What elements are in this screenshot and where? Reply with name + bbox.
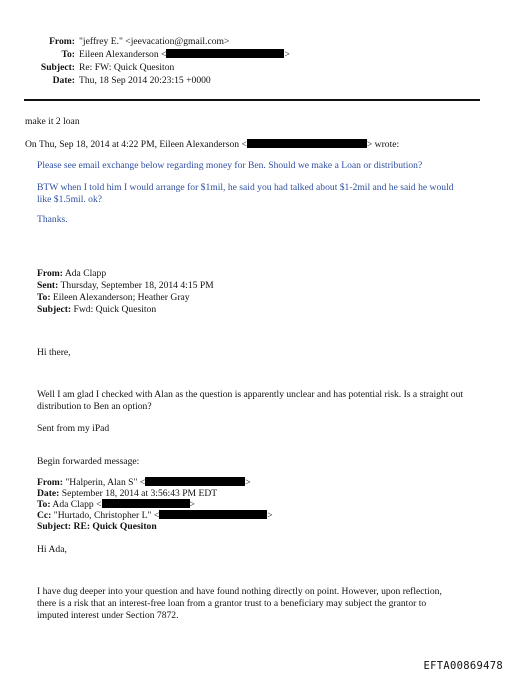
quoted-line-2b: like $1.5mil. ok? [37, 194, 103, 205]
forward2-date-label: Date: [37, 488, 60, 499]
forward2-to-value: Ada Clapp < [52, 499, 102, 510]
email-header-subject [0, 61, 174, 74]
forward2-subject [37, 521, 157, 533]
from-value: "jeffrey E." <jeevacation@gmail.com> [79, 36, 230, 47]
redaction-block [166, 49, 284, 58]
forward1-body-a: Well I am glad I checked with Alan as the question is apparently unclear and has potential risk. Is a straight out [37, 389, 464, 400]
to-value: Eileen Alexanderson < [79, 49, 167, 60]
forward1-sent [37, 280, 214, 292]
forward2-body-a: I have dug deeper into your question and have found nothing directly on point. However, upon reflection, [37, 586, 442, 597]
forward2-from-close: > [245, 477, 251, 488]
forward1-signature: Sent from my iPad [37, 423, 110, 434]
quoted-line-2a: BTW when I told him I would arrange for $1mil, he said you had talked about $1-2mil and he said he would [37, 182, 454, 193]
forward2-greeting: Hi Ada, [37, 544, 67, 555]
forward2-date-value: September 18, 2014 at 3:56:43 PM EDT [61, 488, 218, 499]
forward2-date [37, 488, 217, 500]
forward1-to [37, 292, 190, 304]
forward1-to-label: To: [37, 292, 51, 303]
forward1-from-value: Ada Clapp [64, 268, 107, 279]
forward1-begin-forwarded: Begin forwarded message: [37, 456, 140, 467]
forward1-sent-value: Thursday, September 18, 2014 4:15 PM [60, 280, 214, 291]
forward2-cc-label: Cc: [37, 510, 52, 521]
email-header-from [0, 35, 229, 48]
redaction-block [159, 510, 267, 519]
forward2-cc-close: > [267, 510, 273, 521]
forward2-subject-label: Subject: [37, 521, 72, 532]
redaction-block [145, 477, 245, 486]
forward2-body-b: there is a risk that an interest-free loan from a grantor trust to a beneficiary may subject the grantor to [37, 598, 427, 609]
forward2-to-close: > [189, 499, 195, 510]
forward1-to-value: Eileen Alexanderson; Heather Gray [52, 292, 190, 303]
email-header-to [0, 48, 290, 61]
subject-label: Subject: [40, 62, 75, 73]
forward2-subject-value: RE: Quick Quesiton [73, 521, 157, 532]
redaction-block [247, 139, 367, 148]
quote-intro-end: > wrote: [366, 139, 400, 150]
forward2-cc [37, 510, 273, 522]
reply-body: make it 2 loan [25, 116, 80, 127]
forward2-cc-value: "Hurtado, Christopher L" < [53, 510, 160, 521]
redaction-block [102, 499, 190, 508]
date-label: Date: [52, 75, 75, 86]
forward2-from [37, 477, 251, 489]
forward1-subject-value: Fwd: Quick Quesiton [73, 304, 157, 315]
quote-intro [25, 138, 399, 151]
forward1-body-b: distribution to Ben an option? [37, 401, 152, 412]
to-label: To: [61, 49, 75, 60]
email-header-date [0, 74, 211, 87]
quote-intro-text: On Thu, Sep 18, 2014 at 4:22 PM, Eileen Alexanderson < [25, 139, 247, 150]
forward1-subject-label: Subject: [37, 304, 72, 315]
forward1-from [37, 268, 106, 280]
subject-value: Re: FW: Quick Quesiton [79, 62, 175, 73]
forward2-from-label: From: [37, 477, 63, 488]
forward1-from-label: From: [37, 268, 63, 279]
quoted-thanks: Thanks. [37, 214, 68, 225]
forward2-from-value: "Halperin, Alan S" < [65, 477, 146, 488]
quoted-line-1: Please see email exchange below regarding money for Ben. Should we make a Loan or distribution? [37, 160, 423, 171]
date-value: Thu, 18 Sep 2014 20:23:15 +0000 [79, 75, 211, 86]
to-suffix: > [284, 49, 290, 60]
forward2-to-label: To: [37, 499, 51, 510]
forward2-to [37, 499, 195, 511]
forward1-sent-label: Sent: [37, 280, 59, 291]
from-label: From: [49, 36, 75, 47]
forward1-greeting: Hi there, [37, 347, 71, 358]
document-id-stamp: EFTA00869478 [423, 660, 503, 672]
header-divider [24, 99, 480, 101]
forward1-subject [37, 304, 156, 316]
forward2-body-c: imputed interest under Section 7872. [37, 610, 179, 621]
